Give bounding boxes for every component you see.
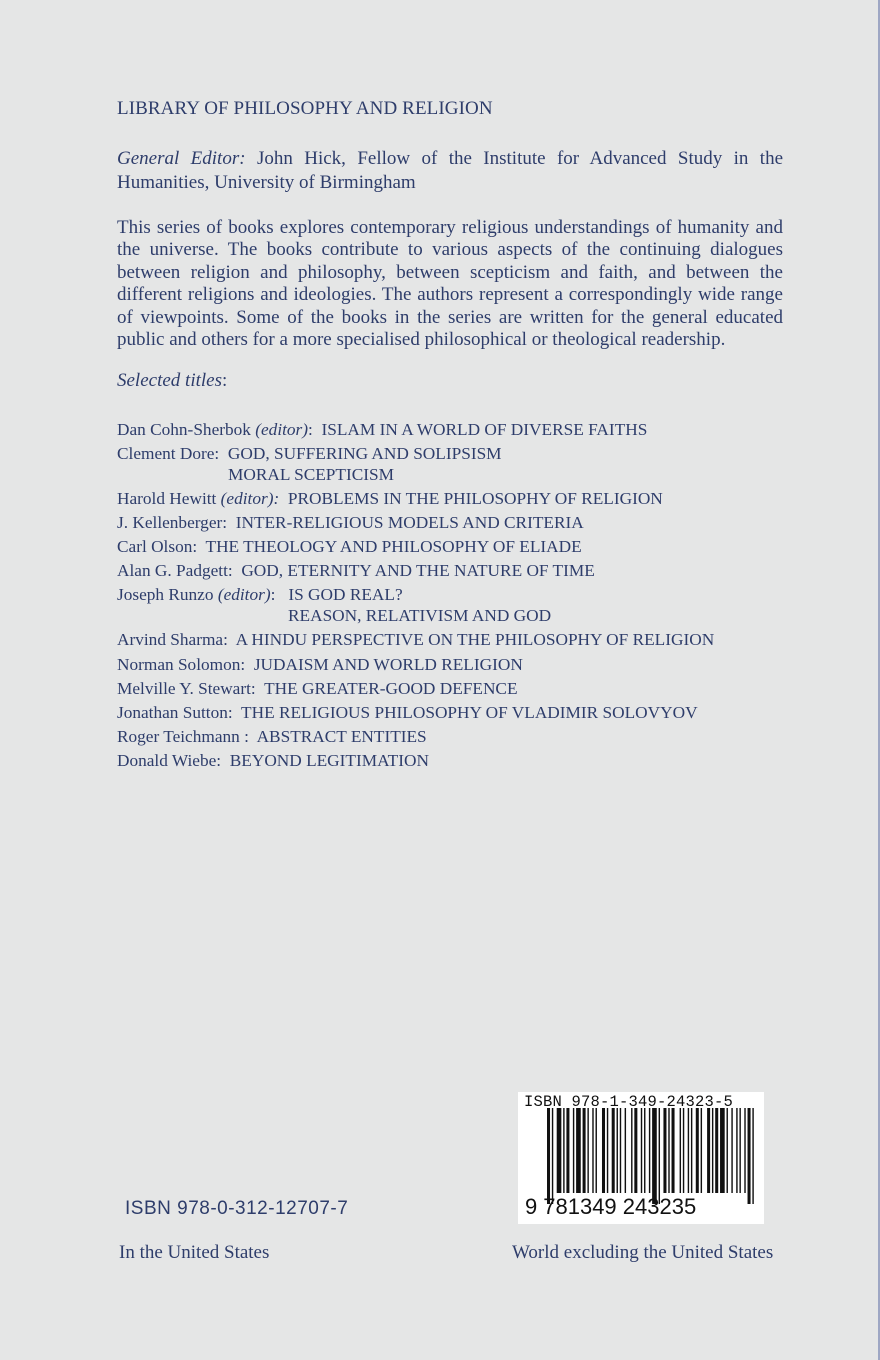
- title-author: Joseph Runzo: [117, 585, 214, 605]
- book-title: ABSTRACT ENTITIES: [256, 726, 427, 746]
- barcode-bar: [576, 1108, 581, 1193]
- barcode-bar: [663, 1108, 666, 1193]
- barcode-bar: [557, 1108, 562, 1193]
- barcode-bar: [617, 1108, 618, 1193]
- book-title: BEYOND LEGITIMATION: [229, 750, 429, 770]
- general-editor-label: General Editor:: [117, 148, 246, 169]
- selected-titles-label: Selected titles: [117, 370, 222, 391]
- title-author: Melville Y. Stewart: [117, 678, 251, 698]
- barcode-number: 781349 243235: [543, 1194, 697, 1219]
- title-author: Harold Hewitt: [117, 489, 217, 509]
- title-separator: :: [239, 726, 257, 746]
- title-line: [117, 420, 647, 439]
- title-entry: [117, 702, 817, 726]
- selected-titles-colon: :: [221, 370, 228, 391]
- barcode: [518, 1092, 764, 1224]
- barcode-bar: [683, 1108, 684, 1193]
- barcode-isbn: ISBN 978-1-349-24323-5: [524, 1093, 734, 1111]
- title-author: Arvind Sharma: [117, 630, 224, 650]
- title-author: Donald Wiebe: [117, 750, 217, 770]
- title-entry: [117, 629, 817, 653]
- title-entry: [117, 536, 817, 560]
- barcode-bar: [712, 1108, 713, 1193]
- title-entry: [117, 488, 817, 512]
- title-separator: :: [250, 678, 265, 698]
- barcode-bar: [583, 1108, 586, 1193]
- title-separator: :: [214, 444, 228, 464]
- barcode-bar: [547, 1108, 550, 1204]
- book-title: IS GOD REAL?: [288, 585, 403, 605]
- title-line: [117, 585, 403, 604]
- us-label: In the United States: [119, 1242, 270, 1263]
- barcode-bar: [720, 1108, 725, 1193]
- barcode-bar: [631, 1108, 632, 1193]
- title-entry: [117, 512, 817, 536]
- title-line: [117, 561, 595, 580]
- title-author: Alan G. Padgett: [117, 561, 228, 581]
- title-line: [117, 630, 714, 649]
- title-separator: :: [270, 585, 289, 605]
- barcode-bar: [715, 1108, 718, 1193]
- barcode-bar: [566, 1108, 569, 1193]
- title-author: Carl Olson: [117, 537, 193, 557]
- title-separator: [279, 489, 288, 508]
- barcode-bar: [744, 1108, 745, 1193]
- title-author: Norman Solomon: [117, 654, 241, 674]
- title-editor-note: (editor): [217, 585, 271, 605]
- title-line: [117, 703, 698, 722]
- barcode-bar: [691, 1108, 692, 1193]
- barcode-bar: [672, 1108, 675, 1193]
- title-separator: :: [227, 702, 242, 722]
- book-title: THE RELIGIOUS PHILOSOPHY OF VLADIMIR SOLOVYOV: [241, 702, 698, 722]
- barcode-lead-digit: 9: [525, 1194, 538, 1219]
- title-separator: :: [222, 513, 236, 533]
- book-title: JUDAISM AND WORLD RELIGION: [253, 654, 523, 674]
- title-line: [117, 489, 663, 508]
- title-separator: :: [308, 420, 322, 439]
- barcode-bar: [707, 1108, 710, 1193]
- barcode-digits: [525, 1194, 696, 1220]
- title-separator: :: [216, 750, 230, 770]
- title-line: [117, 537, 582, 556]
- title-entry: [117, 726, 817, 750]
- barcode-bar: [602, 1108, 605, 1193]
- barcode-bar: [612, 1108, 615, 1193]
- barcode-bar: [641, 1108, 642, 1193]
- barcode-bar: [688, 1108, 689, 1193]
- title-line: [117, 655, 523, 674]
- barcode-bar: [752, 1108, 753, 1204]
- book-title-second: REASON, RELATIVISM AND GOD: [288, 606, 552, 626]
- barcode-bar: [573, 1108, 574, 1193]
- title-author: J. Kellenberger: [117, 513, 223, 533]
- title-entry: [117, 560, 817, 584]
- barcode-bar: [680, 1108, 681, 1193]
- book-title: THE GREATER-GOOD DEFENCE: [264, 678, 518, 698]
- general-editor: [117, 147, 783, 195]
- barcode-bar: [731, 1108, 732, 1193]
- title-line: [117, 727, 427, 746]
- barcode-bar: [652, 1108, 657, 1204]
- barcode-bar: [607, 1108, 608, 1193]
- title-author: Clement Dore: [117, 444, 215, 464]
- barcode-bar: [739, 1108, 740, 1193]
- general-editor-text: John Hick, Fellow of the Institute for Advanced Study in the Humanities, University of Birmingham: [117, 148, 783, 193]
- book-title: GOD, ETERNITY AND THE NATURE OF TIME: [241, 561, 595, 581]
- title-entry: [117, 443, 817, 488]
- book-title: ISLAM IN A WORLD OF DIVERSE FAITHS: [321, 420, 648, 439]
- barcode-bar: [592, 1108, 593, 1193]
- barcode-bar: [634, 1108, 637, 1193]
- title-editor-note: (editor): [255, 420, 309, 439]
- barcode-bar: [596, 1108, 597, 1193]
- title-entry: [117, 654, 817, 678]
- title-line: [117, 513, 584, 532]
- book-title: A HINDU PERSPECTIVE ON THE PHILOSOPHY OF RELIGION: [235, 630, 715, 650]
- title-author: Jonathan Sutton: [117, 702, 228, 722]
- series-title: LIBRARY OF PHILOSOPHY AND RELIGION: [117, 98, 493, 119]
- title-entry: [117, 750, 817, 774]
- barcode-bar: [668, 1108, 669, 1193]
- barcode-bar: [736, 1108, 737, 1193]
- book-title: THE THEOLOGY AND PHILOSOPHY OF ELIADE: [205, 537, 582, 557]
- title-editor-note: (editor):: [220, 489, 280, 509]
- title-separator: :: [240, 654, 254, 674]
- world-label: World excluding the United States: [512, 1242, 774, 1263]
- barcode-bar: [649, 1108, 650, 1193]
- barcode-bar: [625, 1108, 626, 1193]
- title-line: [117, 444, 502, 463]
- book-title: PROBLEMS IN THE PHILOSOPHY OF RELIGION: [287, 489, 663, 509]
- title-separator: :: [227, 561, 242, 581]
- title-entry: [117, 584, 817, 629]
- isbn-us: ISBN 978-0-312-12707-7: [125, 1198, 349, 1219]
- titles-list: [117, 419, 817, 774]
- barcode-bar: [552, 1108, 553, 1204]
- title-line: [117, 751, 429, 770]
- title-author: Dan Cohn-Sherbok: [117, 420, 251, 439]
- barcode-bar: [587, 1108, 588, 1193]
- title-separator: :: [223, 630, 236, 650]
- barcode-bar: [620, 1108, 621, 1193]
- title-line: [117, 679, 518, 698]
- title-separator: :: [192, 537, 206, 557]
- barcode-bar: [696, 1108, 699, 1193]
- barcode-bar: [748, 1108, 751, 1204]
- barcode-bar: [563, 1108, 564, 1193]
- title-author: Roger Teichmann: [117, 726, 240, 746]
- barcode-bar: [644, 1108, 645, 1193]
- book-title: GOD, SUFFERING AND SOLIPSISM: [227, 444, 502, 464]
- book-title: INTER-RELIGIOUS MODELS AND CRITERIA: [235, 513, 584, 533]
- barcode-bar: [659, 1108, 660, 1204]
- book-title-second: MORAL SCEPTICISM: [228, 465, 394, 485]
- selected-titles-heading: [117, 370, 227, 392]
- title-entry: [117, 419, 817, 443]
- title-entry: [117, 678, 817, 702]
- barcode-bar: [727, 1108, 728, 1193]
- series-description: This series of books explores contemporary religious understandings of humanity and the universe. The books contribute to various aspects of the continuing dialogues between religion and philosophy, between scepticism and faith, and between the different religions and ideologies. The authors represent a correspondingly wide range of viewpoints. Some of the books in the series are written for the general educated public and others for a more specialised philosophical or theological readership.: [117, 217, 783, 351]
- barcode-bar: [701, 1108, 702, 1193]
